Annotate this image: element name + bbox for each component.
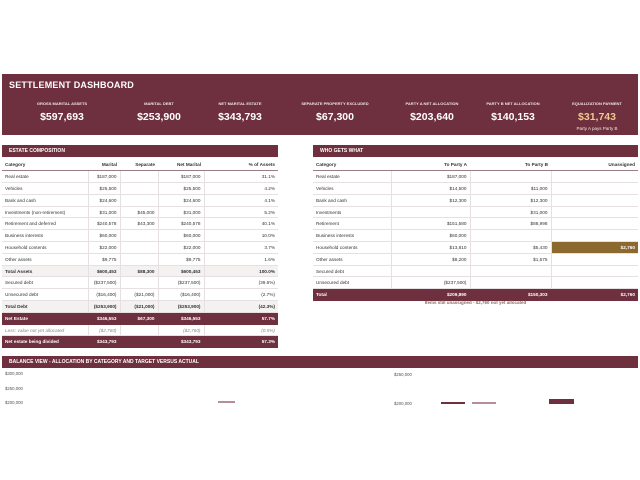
table-row (313, 183, 638, 195)
table-cell (391, 265, 470, 277)
table-cell (120, 324, 158, 336)
table-cell: $67,300 (120, 312, 158, 324)
column-header: Separate (120, 159, 158, 171)
kpi-card (17, 101, 107, 123)
table-cell (551, 218, 638, 230)
table-cell: $25,500 (158, 183, 204, 195)
table-cell: $12,300 (391, 194, 470, 206)
table-cell (470, 265, 551, 277)
table-cell: 31.1% (204, 171, 278, 183)
table-cell: Total Debt (2, 301, 88, 313)
table-row (2, 206, 278, 218)
chart-bar (218, 401, 235, 403)
column-header: Unassigned (551, 159, 638, 171)
table-cell: (39.6%) (204, 277, 278, 289)
table-cell: Business interests (313, 230, 391, 242)
table-cell: $9,775 (158, 253, 204, 265)
table-cell: Total Assets (2, 265, 88, 277)
table-cell: 10.0% (204, 230, 278, 242)
table-cell: $60,000 (158, 230, 204, 242)
table-cell: $187,000 (158, 171, 204, 183)
column-header: Category (2, 159, 88, 171)
column-header: Category (313, 159, 391, 171)
kpi-value: $343,793 (218, 111, 262, 123)
table-cell: $14,500 (391, 183, 470, 195)
table-cell (551, 230, 638, 242)
table-cell: $13,810 (391, 242, 470, 254)
table-cell: ($253,900) (158, 301, 204, 313)
table-cell: $25,500 (88, 183, 120, 195)
table-cell: Household contents (2, 242, 88, 254)
table-cell: (0.5%) (204, 324, 278, 336)
table-cell: Household contents (313, 242, 391, 254)
table-cell (120, 242, 158, 254)
table-cell: ($2,760) (158, 324, 204, 336)
table-cell: ($2,760) (88, 324, 120, 336)
column-header: % of Assets (204, 159, 278, 171)
table-cell: $1,575 (470, 253, 551, 265)
chart-bar (549, 399, 574, 404)
estate-section-header: ESTATE COMPOSITION (2, 145, 278, 157)
table-row (313, 253, 638, 265)
table-row (2, 183, 278, 195)
kpi-value: $31,743 (578, 111, 616, 123)
table-cell: Secured debt (313, 265, 391, 277)
kpi-card (290, 101, 380, 123)
table-cell (551, 171, 638, 183)
kpi-note: Party A pays Party B (576, 126, 618, 131)
table-cell: ($237,500) (391, 277, 470, 289)
table-cell: 1.6% (204, 253, 278, 265)
table-cell: $150,303 (470, 289, 551, 301)
table-cell: Bank and cash (2, 194, 88, 206)
column-header: To Party A (391, 159, 470, 171)
table-cell: Bank and cash (313, 194, 391, 206)
table-cell (120, 336, 158, 348)
table-cell: $60,000 (88, 230, 120, 242)
column-header: Net Marital (158, 159, 204, 171)
table-cell: ($21,000) (120, 289, 158, 301)
table-cell (551, 253, 638, 265)
table-row (313, 230, 638, 242)
estate-table (2, 159, 278, 348)
chart-bar (441, 402, 465, 404)
table-cell: $88,998 (470, 218, 551, 230)
table-cell (120, 194, 158, 206)
table-row (313, 242, 638, 254)
table-cell: $600,453 (158, 265, 204, 277)
unassigned-note: Items still unassigned - $2,760 not yet allocated (424, 300, 527, 305)
kpi-label: PARTY A NET ALLOCATION (405, 101, 459, 106)
table-cell: Secured debt (2, 277, 88, 289)
table-cell: Investments (non-retirement) (2, 206, 88, 218)
table-cell: $343,793 (158, 336, 204, 348)
table-cell: Retirement and deferred (2, 218, 88, 230)
kpi-label: EQUALIZATION PAYMENT (572, 101, 622, 106)
table-cell: $343,793 (88, 336, 120, 348)
table-cell: $187,000 (391, 171, 470, 183)
table-cell: Investments (313, 206, 391, 218)
table-cell: Net estate being divided (2, 336, 88, 348)
table-cell (470, 230, 551, 242)
table-cell: $5,430 (470, 242, 551, 254)
table-cell: $24,600 (88, 194, 120, 206)
axis-tick-label: $250,000 (394, 372, 412, 377)
table-cell: ($253,900) (88, 301, 120, 313)
table-cell: $2,760 (551, 289, 638, 301)
table-cell: $209,890 (391, 289, 470, 301)
kpi-card (468, 101, 558, 123)
table-cell: Vehicles (313, 183, 391, 195)
who-section-header: WHO GETS WHAT (313, 145, 638, 157)
table-row (313, 171, 638, 183)
table-cell (120, 277, 158, 289)
kpi-card (387, 101, 477, 123)
table-cell (551, 265, 638, 277)
kpi-label: GROSS MARITAL ASSETS (36, 101, 88, 106)
table-cell (391, 206, 470, 218)
table-cell: $88,300 (120, 265, 158, 277)
table-cell: 57.7% (204, 312, 278, 324)
table-row (313, 277, 638, 289)
table-row (2, 194, 278, 206)
table-cell (470, 277, 551, 289)
table-cell: Less: value not yet allocated (2, 324, 88, 336)
kpi-value: $203,640 (410, 111, 454, 123)
table-row (2, 171, 278, 183)
table-row (2, 277, 278, 289)
table-cell (551, 194, 638, 206)
table-cell: $151,580 (391, 218, 470, 230)
table-cell: ($237,500) (88, 277, 120, 289)
table-cell: $24,600 (158, 194, 204, 206)
table-cell: $187,000 (88, 171, 120, 183)
kpi-card (552, 101, 640, 131)
table-row (313, 289, 638, 301)
table-cell: 100.0% (204, 265, 278, 277)
table-cell: 40.1% (204, 218, 278, 230)
kpi-label: MARITAL DEBT (144, 101, 174, 106)
table-cell: $22,000 (88, 242, 120, 254)
table-cell (120, 230, 158, 242)
table-cell: Other assets (2, 253, 88, 265)
table-cell: $240,578 (88, 218, 120, 230)
table-row (313, 194, 638, 206)
table-cell: Vehicles (2, 183, 88, 195)
chart-bar (472, 402, 496, 404)
table-cell: $8,200 (391, 253, 470, 265)
table-cell (120, 253, 158, 265)
table-cell: Unsecured debt (313, 277, 391, 289)
kpi-label: NET MARITAL ESTATE (218, 101, 262, 106)
axis-tick-label: $300,000 (5, 371, 23, 376)
table-cell: $346,553 (88, 312, 120, 324)
table-row (2, 230, 278, 242)
table-row (313, 218, 638, 230)
table-cell: $11,000 (470, 183, 551, 195)
table-row (2, 336, 278, 348)
balance-charts (0, 369, 640, 429)
table-cell: Other assets (313, 253, 391, 265)
table-cell: $240,578 (158, 218, 204, 230)
table-cell: 4.2% (204, 183, 278, 195)
table-row (2, 324, 278, 336)
table-cell: 5.2% (204, 206, 278, 218)
table-row (313, 265, 638, 277)
balance-section-header: BALANCE VIEW - ALLOCATION BY CATEGORY AND TARGET VERSUS ACTUAL (2, 356, 638, 368)
table-cell: 3.7% (204, 242, 278, 254)
table-cell (470, 171, 551, 183)
kpi-value: $597,693 (40, 111, 84, 123)
table-cell: $600,453 (88, 265, 120, 277)
table-cell: $2,760 (551, 242, 638, 254)
table-cell: $31,000 (88, 206, 120, 218)
table-cell (551, 183, 638, 195)
table-cell: Unsecured debt (2, 289, 88, 301)
table-row (313, 206, 638, 218)
table-row (2, 218, 278, 230)
table-row (2, 301, 278, 313)
table-cell: ($237,500) (158, 277, 204, 289)
kpi-label: SEPARATE PROPERTY EXCLUDED (301, 101, 369, 106)
table-cell: (2.7%) (204, 289, 278, 301)
table-cell: Total (313, 289, 391, 301)
table-cell (551, 277, 638, 289)
table-row (2, 253, 278, 265)
table-row (2, 289, 278, 301)
table-cell: $31,000 (158, 206, 204, 218)
table-cell (120, 183, 158, 195)
table-cell: Real estate (2, 171, 88, 183)
table-cell: $45,000 (120, 206, 158, 218)
kpi-value: $67,300 (316, 111, 354, 123)
who-table (313, 159, 638, 301)
table-cell: $346,553 (158, 312, 204, 324)
table-cell: $43,300 (120, 218, 158, 230)
axis-tick-label: $250,000 (5, 385, 23, 391)
kpi-card (114, 101, 204, 123)
table-cell: Business interests (2, 230, 88, 242)
table-cell: 57.3% (204, 336, 278, 348)
table-cell: $9,775 (88, 253, 120, 265)
table-row (2, 312, 278, 324)
kpi-value: $140,153 (491, 111, 535, 123)
table-row (2, 265, 278, 277)
table-cell: (42.3%) (204, 301, 278, 313)
axis-tick-label: $200,000 (394, 401, 412, 406)
table-cell (120, 171, 158, 183)
kpi-card (195, 101, 285, 123)
table-cell: $60,000 (391, 230, 470, 242)
table-row (2, 242, 278, 254)
column-header: Marital (88, 159, 120, 171)
table-cell: ($16,400) (158, 289, 204, 301)
column-header: To Party B (470, 159, 551, 171)
kpi-label: PARTY B NET ALLOCATION (486, 101, 540, 106)
table-cell: ($16,400) (88, 289, 120, 301)
table-cell: Retirement (313, 218, 391, 230)
table-cell: Real estate (313, 171, 391, 183)
kpi-value: $253,900 (137, 111, 181, 123)
table-cell: $31,000 (470, 206, 551, 218)
table-cell: Net Estate (2, 312, 88, 324)
table-cell (551, 206, 638, 218)
table-cell: $22,000 (158, 242, 204, 254)
axis-tick-label: $200,000 (5, 400, 23, 405)
dashboard-title: SETTLEMENT DASHBOARD (9, 80, 134, 90)
table-cell: $12,300 (470, 194, 551, 206)
summary-banner (2, 74, 638, 135)
table-cell: ($21,000) (120, 301, 158, 313)
table-cell: 4.1% (204, 194, 278, 206)
